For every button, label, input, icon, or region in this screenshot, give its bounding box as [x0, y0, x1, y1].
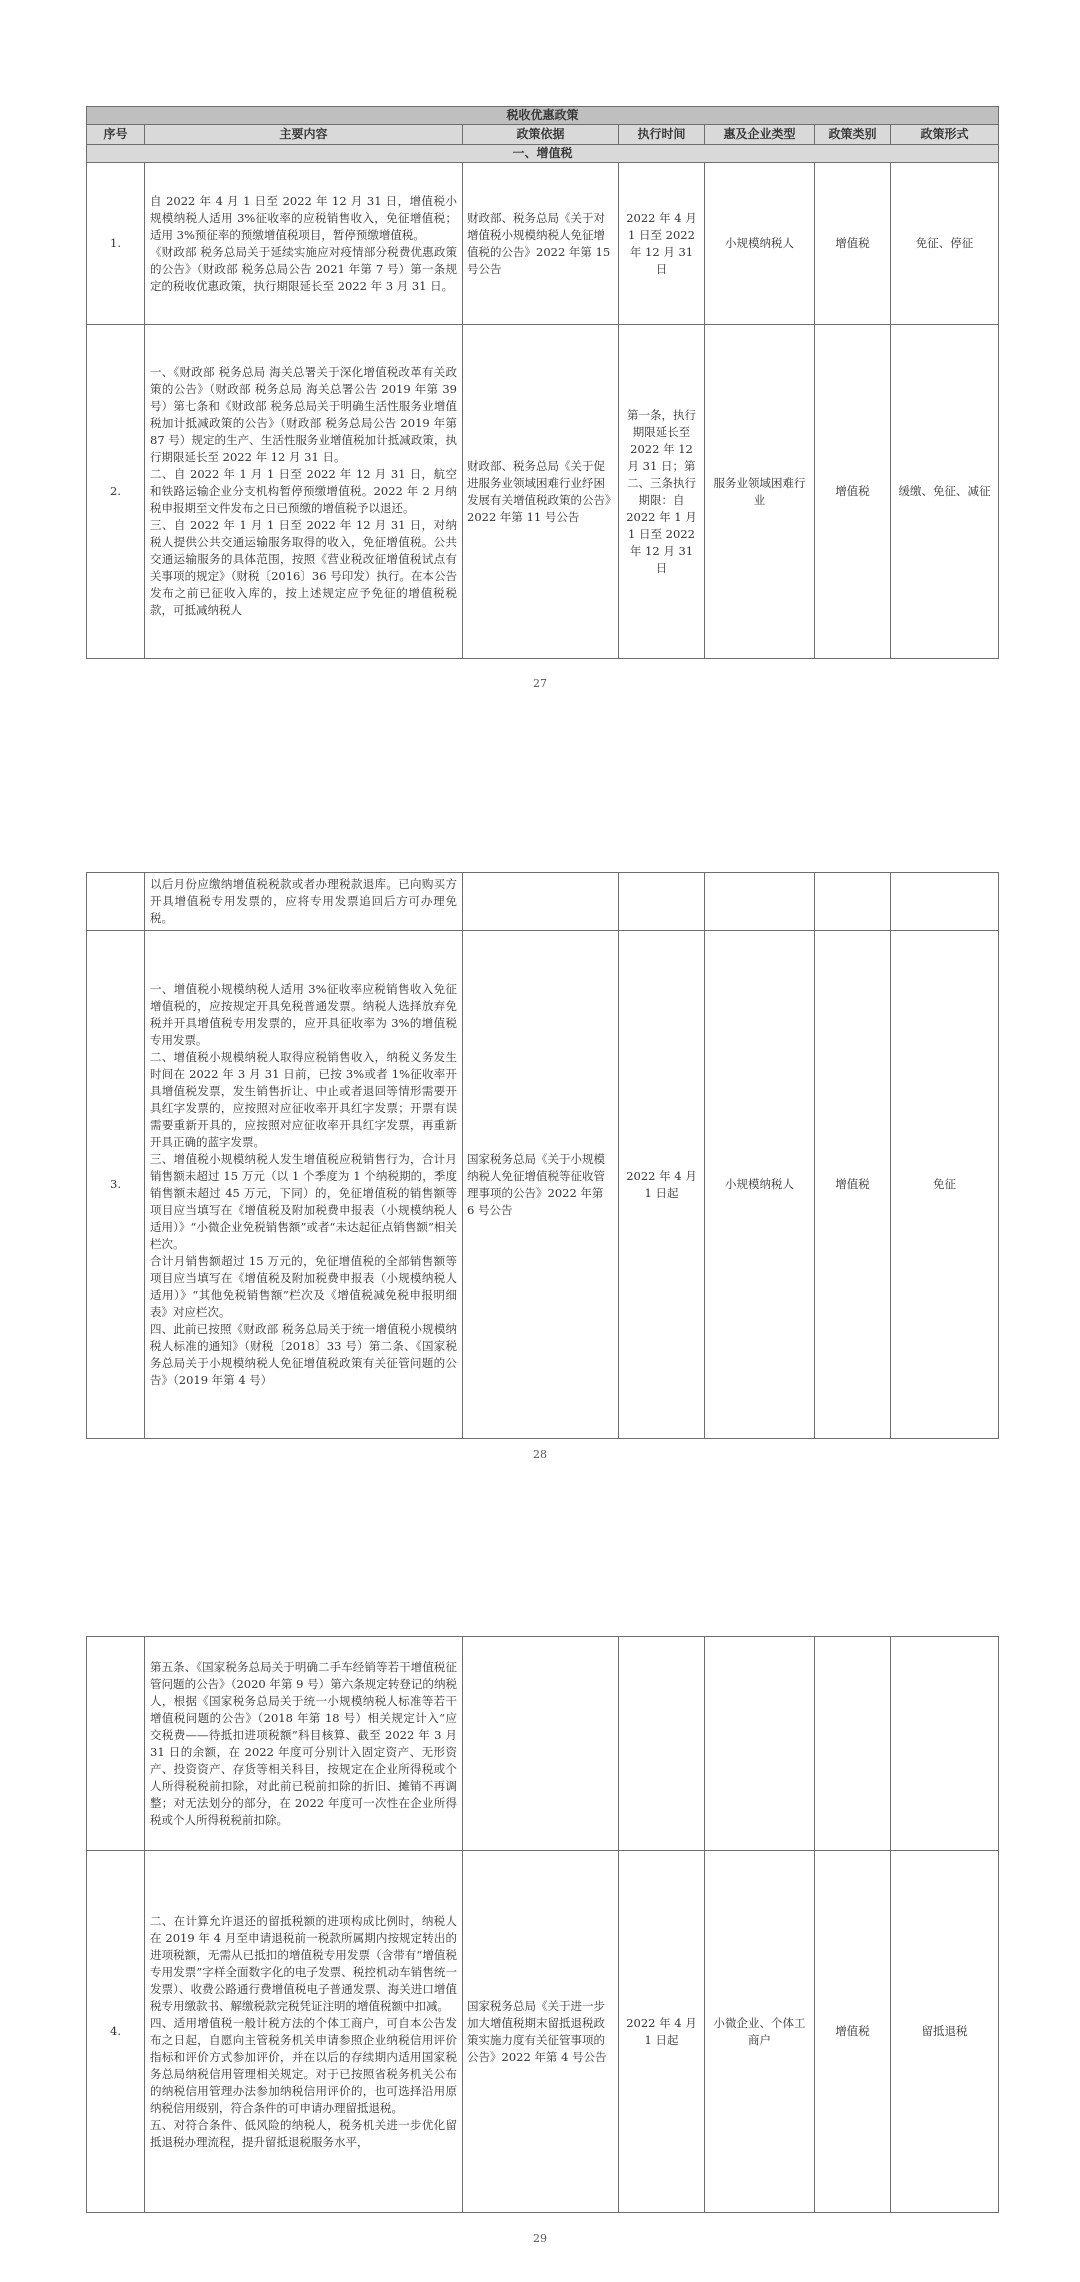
table-row	[87, 1851, 999, 2213]
row-enterprise-type	[705, 1637, 815, 1851]
tax-policy-table-page-27	[86, 106, 999, 659]
row-category: 增值税	[815, 931, 891, 1439]
row-number: 4.	[87, 1851, 145, 2213]
row-enterprise-type: 服务业领域困难行业	[705, 325, 815, 659]
row-time: 第一条，执行期限延长至 2022 年 12 月 31 日；第二、三条执行期限：自 2022 年 1 月 1 日至 2022 年 12 月 31 日	[619, 325, 705, 659]
row-category	[815, 1637, 891, 1851]
row-form: 留抵退税	[891, 1851, 999, 2213]
row-basis	[463, 873, 619, 931]
content-paragraph: 自 2022 年 4 月 1 日至 2022 年 12 月 31 日，增值税小规模纳税人适用 3%征收率的应税销售收入，免征增值税；适用 3%预征率的预缴增值税项目，暂停预缴增值税。	[150, 193, 457, 242]
table-row	[87, 163, 999, 325]
content-paragraph: 五、对符合条件、低风险的纳税人，税务机关进一步优化留抵退税办理流程，提升留抵退税服务水平，	[150, 2117, 457, 2149]
header-enterprise-type: 惠及企业类型	[705, 125, 815, 145]
table-title: 税收优惠政策	[87, 107, 999, 125]
content-paragraph: 《财政部 税务总局关于延续实施应对疫情部分税费优惠政策的公告》（财政部 税务总局公告 2021 年第 7 号）第一条规定的税收优惠政策，执行期限延长至 2022 年 3 月 31 日。	[150, 244, 457, 293]
content-paragraph: 二、自 2022 年 1 月 1 日至 2022 年 12 月 31 日，航空和铁路运输企业分支机构暂停预缴增值税。2022 年 2 月纳税申报期至文件发布之日已预缴的增值税予以退还。	[150, 467, 457, 515]
row-category: 增值税	[815, 1851, 891, 2213]
header-category: 政策类别	[815, 125, 891, 145]
row-content	[145, 325, 463, 659]
content-paragraph: 二、增值税小规模纳税人取得应税销售收入，纳税义务发生时间在 2022 年 3 月 31 日前，已按 3%或者 1%征收率开具增值税发票，发生销售折让、中止或者退回等情形需要开具红字发票的，应按照对应征收率开具红字发票；开票有误需要重新开具的，应按照对应征收率开具红字发票，再重新开具正确的蓝字发票。	[150, 1049, 457, 1149]
row-form	[891, 873, 999, 931]
row-basis	[463, 1637, 619, 1851]
row-content: 第五条、《国家税务总局关于明确二手车经销等若干增值税征管问题的公告》（2020 年第 9 号）第六条规定转登记的纳税人，根据《国家税务总局关于统一小规模纳税人标准等若干增值税问题的公告》（2018 年第 18 号）相关规定计入“应交税费——待抵扣进项税额”科目核算、截至 2022 年 3 月 31 日的余额，在 2022 年度可分别计入固定资产、无形资产、投资资产、存货等相关科目，按规定在企业所得税或个人所得税税前扣除，对此前已税前扣除的折旧、摊销不再调整；对无法划分的部分，在 2022 年度可一次性在企业所得税或个人所得税税前扣除。	[145, 1637, 463, 1851]
header-time: 执行时间	[619, 125, 705, 145]
row-content	[145, 163, 463, 325]
row-category	[815, 873, 891, 931]
content-paragraph: 二、在计算允许退还的留抵税额的进项构成比例时，纳税人在 2019 年 4 月至申请退税前一税款所属期内按规定转出的进项税额，无需从已抵扣的增值税专用发票（含带有“增值税专用发票”字样全面数字化的电子发票、税控机动车销售统一发票）、收费公路通行费增值税电子普通发票、海关进口增值税专用缴款书、解缴税款完税凭证注明的增值税额中扣减。	[150, 1913, 457, 2013]
header-form: 政策形式	[891, 125, 999, 145]
row-number	[87, 873, 145, 931]
content-paragraph: 合计月销售额超过 15 万元的，免征增值税的全部销售额等项目应当填写在《增值税及附加税费申报表（小规模纳税人适用）》“其他免税销售额”栏次及《增值税减免税申报明细表》对应栏次。	[150, 1253, 457, 1319]
content-paragraph: 一、增值税小规模纳税人适用 3%征收率应税销售收入免征增值税的，应按规定开具免税普通发票。纳税人选择放弃免税并开具增值税专用发票的，应开具征收率为 3%的增值税专用发票。	[150, 981, 457, 1047]
row-content	[145, 931, 463, 1439]
row-number: 3.	[87, 931, 145, 1439]
section-title: 一、增值税	[87, 145, 999, 163]
row-form: 免征	[891, 931, 999, 1439]
tax-policy-table-page-29	[86, 1636, 999, 2213]
row-number	[87, 1637, 145, 1851]
row-time: 2022 年 4 月 1 日起	[619, 931, 705, 1439]
row-time: 2022 年 4 月 1 日至 2022 年 12 月 31 日	[619, 163, 705, 325]
row-basis: 财政部、税务总局《关于对增值税小规模纳税人免征增值税的公告》2022 年第 15 号公告	[463, 163, 619, 325]
row-form: 缓缴、免征、减征	[891, 325, 999, 659]
row-time: 2022 年 4 月 1 日起	[619, 1851, 705, 2213]
content-paragraph: 三、自 2022 年 1 月 1 日至 2022 年 12 月 31 日，对纳税人提供公共交通运输服务取得的收入，免征增值税。公共交通运输服务的具体范围，按照《营业税改征增值税试点有关事项的规定》（财税〔2016〕36 号印发）执行。在本公告发布之前已征收入库的，按上述规定应予免征的增值税税款，可抵减纳税人	[150, 518, 457, 617]
row-content: 以后月份应缴纳增值税税款或者办理税款退库。已向购买方开具增值税专用发票的，应将专用发票追回后方可办理免税。	[145, 873, 463, 931]
page-number: 29	[533, 2232, 547, 2245]
tax-policy-table-page-28	[86, 872, 999, 1439]
table-row	[87, 873, 999, 931]
page-number: 27	[533, 677, 547, 690]
row-basis: 国家税务总局《关于小规模纳税人免征增值税等征收管理事项的公告》2022 年第 6 号公告	[463, 931, 619, 1439]
content-paragraph: 一、《财政部 税务总局 海关总署关于深化增值税改革有关政策的公告》（财政部 税务总局 海关总署公告 2019 年第 39 号）第七条和《财政部 税务总局关于明确生活性服务业增值税加计抵减政策的公告》（财政部 税务总局公告 2019 年第 87 号）规定的生产、生活性服务业增值税加计抵减政策，执行期限延长至 2022 年 12 月 31 日。	[150, 365, 457, 464]
row-basis: 国家税务总局《关于进一步加大增值税期末留抵退税政策实施力度有关征管事项的公告》2022 年第 4 号公告	[463, 1851, 619, 2213]
row-category: 增值税	[815, 325, 891, 659]
page-number: 28	[533, 1448, 547, 1461]
content-paragraph: 四、适用增值税一般计税方法的个体工商户，可自本公告发布之日起，自愿向主管税务机关申请参照企业纳税信用评价指标和评价方式参加评价，并在以后的存续期内适用国家税务总局纳税信用管理相关规定。对于已按照省税务机关公布的纳税信用管理办法参加纳税信用评价的，也可选择沿用原纳税信用级别，符合条件的可申请办理留抵退税。	[150, 2015, 457, 2115]
row-enterprise-type	[705, 873, 815, 931]
row-enterprise-type: 小微企业、个体工商户	[705, 1851, 815, 2213]
row-number: 2.	[87, 325, 145, 659]
content-paragraph: 三、增值税小规模纳税人发生增值税应税销售行为，合计月销售额未超过 15 万元（以 1 个季度为 1 个纳税期的，季度销售额未超过 45 万元，下同）的，免征增值税的销售额等项目应当填写在《增值税及附加税费申报表（小规模纳税人适用）》“小微企业免税销售额”或者“未达起征点销售额”相关栏次。	[150, 1151, 457, 1251]
row-enterprise-type: 小规模纳税人	[705, 931, 815, 1439]
table-row	[87, 931, 999, 1439]
row-enterprise-type: 小规模纳税人	[705, 163, 815, 325]
row-basis: 财政部、税务总局《关于促进服务业领域困难行业纾困发展有关增值税政策的公告》2022 年第 11 号公告	[463, 325, 619, 659]
content-paragraph: 四、此前已按照《财政部 税务总局关于统一增值税小规模纳税人标准的通知》（财税〔2018〕33 号）第二条、《国家税务总局关于小规模纳税人免征增值税政策有关征管问题的公告》（2019 年第 4 号）	[150, 1321, 457, 1387]
row-form	[891, 1637, 999, 1851]
row-content	[145, 1851, 463, 2213]
header-basis: 政策依据	[463, 125, 619, 145]
header-number: 序号	[87, 125, 145, 145]
table-row	[87, 1637, 999, 1851]
row-category: 增值税	[815, 163, 891, 325]
row-time	[619, 1637, 705, 1851]
row-time	[619, 873, 705, 931]
header-content: 主要内容	[145, 125, 463, 145]
table-row	[87, 325, 999, 659]
row-form: 免征、停征	[891, 163, 999, 325]
row-number: 1.	[87, 163, 145, 325]
